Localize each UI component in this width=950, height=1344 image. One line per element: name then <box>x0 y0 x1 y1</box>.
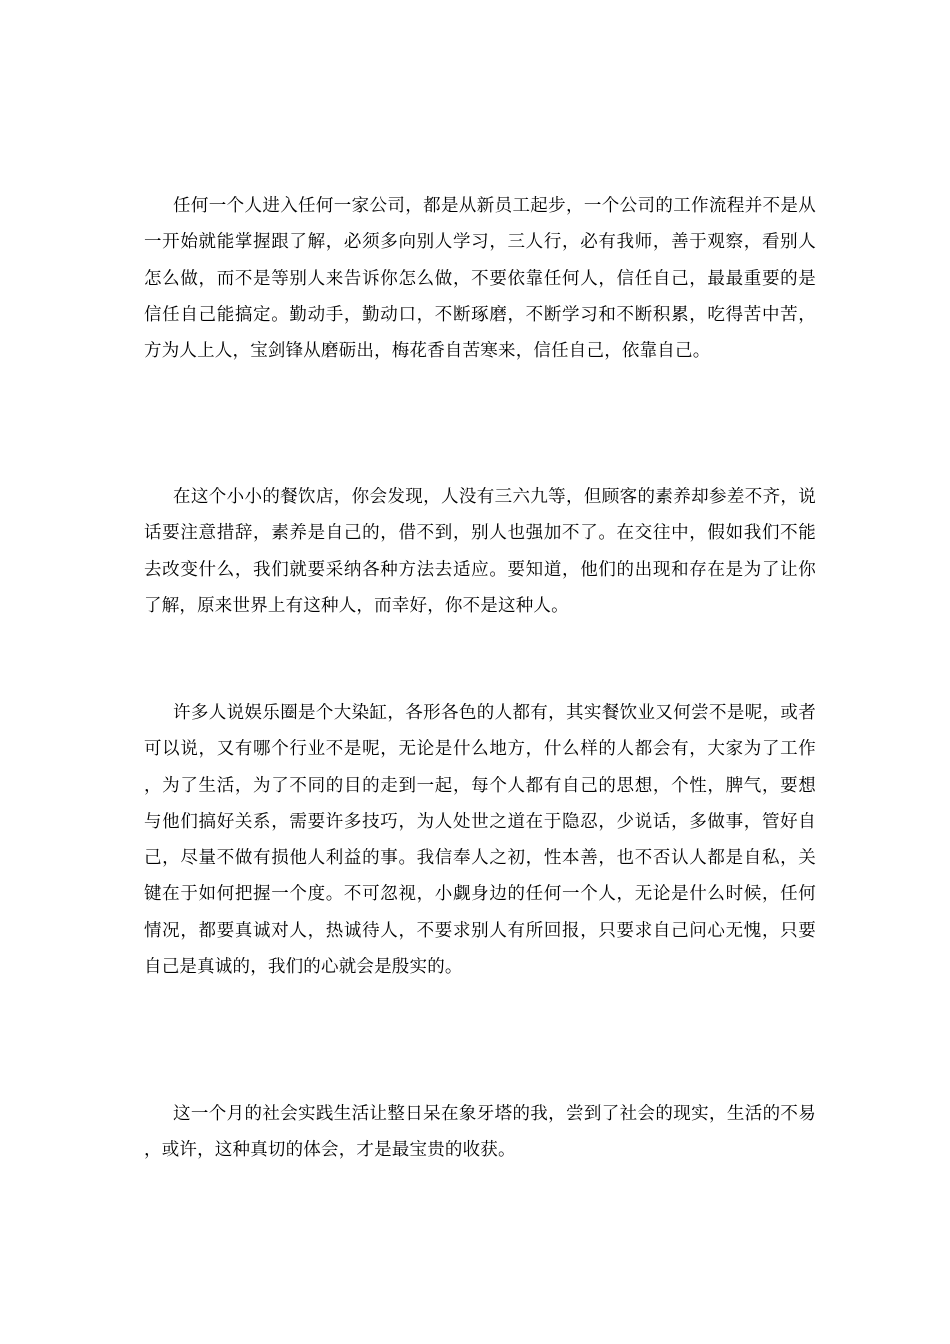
paragraph-4: 这一个月的社会实践生活让整日呆在象牙塔的我，尝到了社会的现实，生活的不易，或许，这种真切的体会，才是最宝贵的收获。 <box>144 1104 816 1161</box>
paragraph-1: 任何一个人进入任何一家公司，都是从新员工起步，一个公司的工作流程并不是从一开始就能掌握跟了解，必须多向别人学习，三人行，必有我师，善于观察，看别人怎么做，而不是等别人来告诉你怎么做，不要依靠任何人，信任自己，最最重要的是信任自己能搞定。勤动手，勤动口，不断琢磨，不断学习和不断积累，吃得苦中苦，方为人上人，宝剑锋从磨砺出，梅花香自苦寒来，信任自己，依靠自己。 <box>144 196 816 362</box>
paragraph-3: 许多人说娱乐圈是个大染缸，各形各色的人都有，其实餐饮业又何尝不是呢，或者可以说，又有哪个行业不是呢，无论是什么地方，什么样的人都会有，大家为了工作，为了生活，为了不同的目的走到一起，每个人都有自己的思想，个性，脾气，要想与他们搞好关系，需要许多技巧，为人处世之道在于隐忍，少说话，多做事，管好自己，尽量不做有损他人利益的事。我信奉人之初，性本善，也不否认人都是自私，关键在于如何把握一个度。不可忽视，小觑身边的任何一个人，无论是什么时候，任何情况，都要真诚对人，热诚待人，不要求别人有所回报，只要求自己问心无愧，只要自己是真诚的，我们的心就会是殷实的。 <box>144 703 816 978</box>
paragraph-2: 在这个小小的餐饮店，你会发现，人没有三六九等，但顾客的素养却参差不齐，说话要注意措辞，素养是自己的，借不到，别人也强加不了。在交往中，假如我们不能去改变什么，我们就要采纳各种方法去适应。要知道，他们的出现和存在是为了让你了解，原来世界上有这种人，而幸好，你不是这种人。 <box>144 487 816 616</box>
